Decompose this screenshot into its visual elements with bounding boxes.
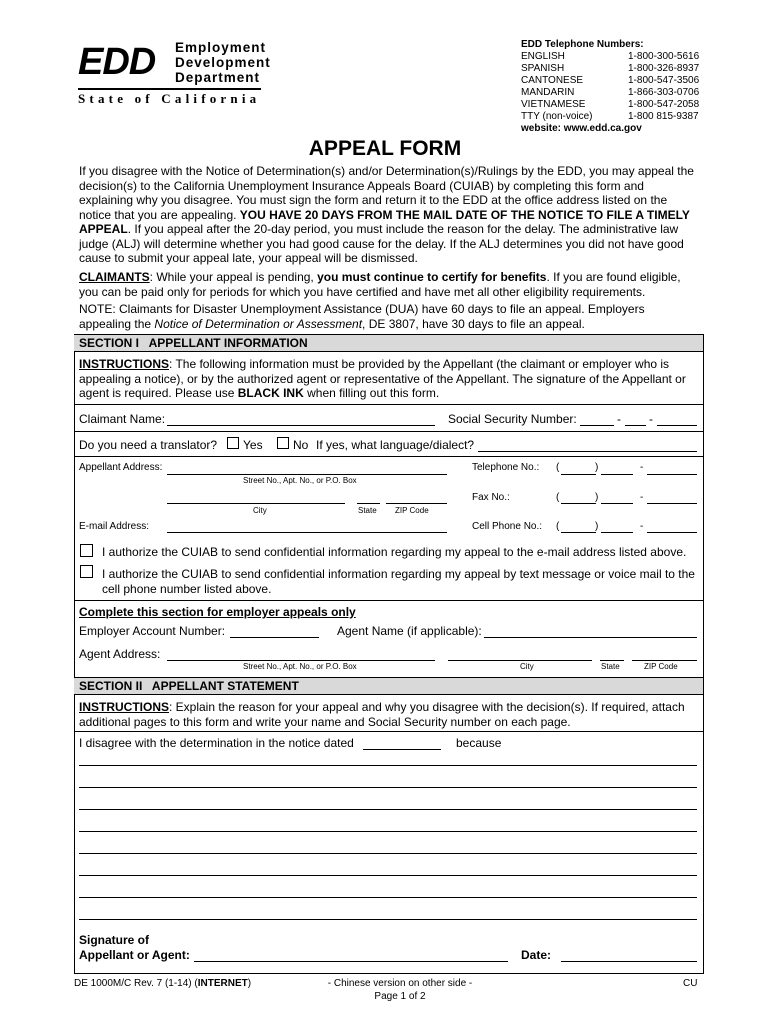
translator-yes-label: Yes [243,438,263,452]
edd-logo-mark: EDD [78,41,156,83]
zip-sublabel: ZIP Code [395,506,429,515]
telephone-line-field[interactable] [647,474,697,475]
auth-email-checkbox[interactable] [80,544,93,557]
claimant-name-field[interactable] [167,425,435,426]
phone-language: CANTONESE [521,75,584,86]
email-label: E-mail Address: [79,521,150,532]
section1-divider-3 [74,456,704,457]
fax-line-field[interactable] [647,503,697,504]
employer-account-field[interactable] [230,637,319,638]
section1-divider-4 [74,600,704,601]
phone-number[interactable]: 1-800-326-8937 [628,63,700,74]
agent-street-field[interactable] [167,660,435,661]
section1-title: SECTION I APPELLANT INFORMATION [79,336,308,350]
section2-instructions [79,700,699,729]
telephone-area-field[interactable] [561,474,596,475]
appellant-zip-field[interactable] [386,503,447,504]
agent-state-sublabel: State [601,662,620,671]
section2-instr-a: : Explain the reason for your appeal and why you disagree with the decision(s). If required, attach additional pages to this form and write your name and Social Security number on each page. [79,700,685,729]
chinese-version-note: - Chinese version on other side - [327,978,473,989]
agent-zip-sublabel: ZIP Code [644,662,678,671]
phone-row [521,75,706,87]
form-id-c: ) [247,978,252,989]
phone-row [521,111,706,123]
page-title: APPEAL FORM [308,137,462,160]
fax-area-field[interactable] [561,503,596,504]
phone-row [521,63,706,75]
ssn-field-2[interactable] [625,425,646,426]
appellant-address-label: Appellant Address: [79,462,163,473]
notice-date-field[interactable] [363,749,441,750]
language-field[interactable] [478,451,697,452]
form-id-a: DE 1000M/C Rev. 7 (1-14) ( [74,978,198,989]
section1-divider-1 [74,404,704,405]
translator-yes-checkbox[interactable] [227,437,239,449]
claimants-paragraph [79,270,699,299]
state-sublabel: State [358,506,377,515]
edd-logo-rule [78,88,261,90]
phone-language: MANDARIN [521,87,575,98]
claimants-text-d: . If you are found eligible, you can be paid only for periods for which you have certified and have met all other eligibility requirements. [79,270,681,299]
ssn-field-3[interactable] [657,425,697,426]
ssn-label: Social Security Number: [448,412,577,426]
agent-city-field[interactable] [448,660,592,661]
statement-line-5[interactable] [79,853,697,854]
phone-row [521,51,706,63]
telephone-dash: - [640,462,644,473]
statement-line-1[interactable] [79,765,697,766]
date-field[interactable] [561,961,697,962]
section2-divider-1 [74,731,704,732]
cell-area-field[interactable] [561,532,596,533]
appellant-city-field[interactable] [167,503,345,504]
agent-address-label: Agent Address: [79,647,161,661]
note-text-c: , DE 3807, have 30 days to file an appeal. [362,316,585,331]
phone-number[interactable]: 1-866-303-0706 [628,87,700,98]
employer-section-heading: Complete this section for employer appeals only [79,605,356,619]
phone-number[interactable]: 1-800 815-9387 [628,111,699,122]
phone-language: VIETNAMESE [521,99,586,110]
phone-title: EDD Telephone Numbers: [521,39,644,50]
form-border-bottom [74,973,704,974]
section2-title: SECTION II APPELLANT STATEMENT [79,679,299,693]
fax-prefix-field[interactable] [601,503,633,504]
note-text-a: NOTE: Claimants for Disaster Unemployment Assistance (DUA) have 60 days to file an appeal. Employers appealing the [79,302,645,331]
agent-name-label: Agent Name (if applicable): [337,624,482,638]
claimant-name-label: Claimant Name: [79,412,166,426]
section1-instr-label: INSTRUCTIONS [79,357,169,371]
statement-line-3[interactable] [79,809,697,810]
intro-text-c: . If you appeal after the 20-day period, you must include the reason for the delay. The administrative law judge (ALJ) will determine whether you had good cause for the delay. If the ALJ determines you did not have good cause to submit your appeal late, your appeal will be dismissed. [79,222,684,265]
signature-field[interactable] [194,961,508,962]
section1-black-ink: BLACK INK [237,386,304,400]
section1-instr-a: : The following information must be provided by the Appellant (the claimant or employer who is appealing a notice), or by the authorized agent or representative of the Appellant. The signature of the Appellant or agent is required. Please use [79,357,686,400]
phone-row [521,99,706,111]
date-label: Date: [521,948,552,962]
employer-account-label: Employer Account Number: [79,624,226,638]
page-number: Page 1 of 2 [374,991,426,1002]
section1-instr-c: when filling out this form. [303,386,440,400]
street-sublabel: Street No., Apt. No., or P.O. Box [243,476,357,485]
intro-deadline: YOU HAVE 20 DAYS FROM THE MAIL DATE OF THE NOTICE TO FILE A TIMELY APPEAL [79,207,690,236]
phone-number[interactable]: 1-800-547-2058 [628,99,700,110]
cell-dash: - [640,521,644,532]
claimants-label: CLAIMANTS [79,270,150,284]
section1-header [74,334,703,352]
statement-line-8[interactable] [79,919,697,920]
edd-logo-line1: Employment [175,40,267,55]
appellant-street-field[interactable] [167,474,447,475]
phone-block [521,39,706,135]
statement-line-7[interactable] [79,897,697,898]
cell-label: Cell Phone No.: [472,521,543,532]
auth-text-text: I authorize the CUIAB to send confidential information regarding my appeal by text message or voice mail to the cell phone number listed above. [102,567,695,596]
phone-language: SPANISH [521,63,565,74]
section2-header [74,677,703,695]
telephone-label: Telephone No.: [472,462,540,473]
phone-language: TTY (non-voice) [521,111,593,122]
fax-area-close: ) [595,492,599,503]
statement-line-6[interactable] [79,875,697,876]
city-sublabel: City [253,506,267,515]
telephone-area-close: ) [595,462,599,473]
translator-label: Do you need a translator? [79,438,218,452]
agent-street-sublabel: Street No., Apt. No., or P.O. Box [243,662,357,671]
note-paragraph [79,302,699,331]
phone-row [521,87,706,99]
language-label: If yes, what language/dialect? [316,438,475,452]
section2-instr-label: INSTRUCTIONS [79,700,169,714]
cell-line-field[interactable] [647,532,697,533]
section1-divider-2 [74,431,704,432]
translator-no-label: No [293,438,309,452]
website[interactable]: website: www.edd.ca.gov [521,123,642,134]
form-id-internet: INTERNET [197,978,248,989]
edd-logo-line2: Development [175,55,271,70]
intro-paragraph [79,164,699,266]
agent-name-field[interactable] [484,637,697,638]
agent-zip-field[interactable] [632,660,697,661]
ssn-dash-1: - [617,412,621,426]
form-id [74,978,251,990]
telephone-prefix-field[interactable] [601,474,633,475]
fax-area-open: ( [556,492,560,503]
statement-line-4[interactable] [79,831,697,832]
cell-area-close: ) [595,521,599,532]
fax-dash: - [640,492,644,503]
phone-language: ENGLISH [521,51,565,62]
intro-text-a: If you disagree with the Notice of Determination(s) and/or Determination(s)/Rulings by the EDD, you may appeal the decision(s) to the California Unemployment Insurance Appeals Board (CUIAB) by completing this form and explaining why you disagree. You must sign the form and return it to the EDD at the office address listed on the notice that you are appealing. [79,164,694,222]
because-label: because [456,736,502,750]
claimants-text-b: : While your appeal is pending, [149,270,318,284]
section1-instructions [79,357,699,401]
form-border-left [74,334,75,973]
translator-no-checkbox[interactable] [277,437,289,449]
agent-state-field[interactable] [600,660,624,661]
phone-number[interactable]: 1-800-547-3506 [628,75,700,86]
edd-logo-line3: Department [175,70,261,85]
cell-prefix-field[interactable] [601,532,633,533]
phone-number[interactable]: 1-800-300-5616 [628,51,700,62]
statement-line-2[interactable] [79,787,697,788]
phone-rows [521,51,706,123]
fax-label: Fax No.: [472,492,510,503]
auth-text-checkbox[interactable] [80,565,93,578]
auth-email-text: I authorize the CUIAB to send confidential information regarding my appeal to the e-mail address listed above. [102,545,687,559]
telephone-area-open: ( [556,462,560,473]
ssn-dash-2: - [649,412,653,426]
agent-city-sublabel: City [520,662,534,671]
form-code: CU [683,978,698,989]
cell-area-open: ( [556,521,560,532]
ssn-field-1[interactable] [580,425,614,426]
signature-label-1: Signature of [79,933,150,947]
email-field[interactable] [167,532,447,533]
note-notice-name: Notice of Determination or Assessment [154,316,363,331]
edd-logo-state: State of California [78,91,261,106]
form-border-right [703,334,704,973]
signature-label-2: Appellant or Agent: [79,948,190,962]
edd-logo [78,38,271,110]
claimants-certify: you must continue to certify for benefits [317,270,547,284]
disagree-label: I disagree with the determination in the notice dated [79,736,354,750]
appellant-state-field[interactable] [357,503,380,504]
